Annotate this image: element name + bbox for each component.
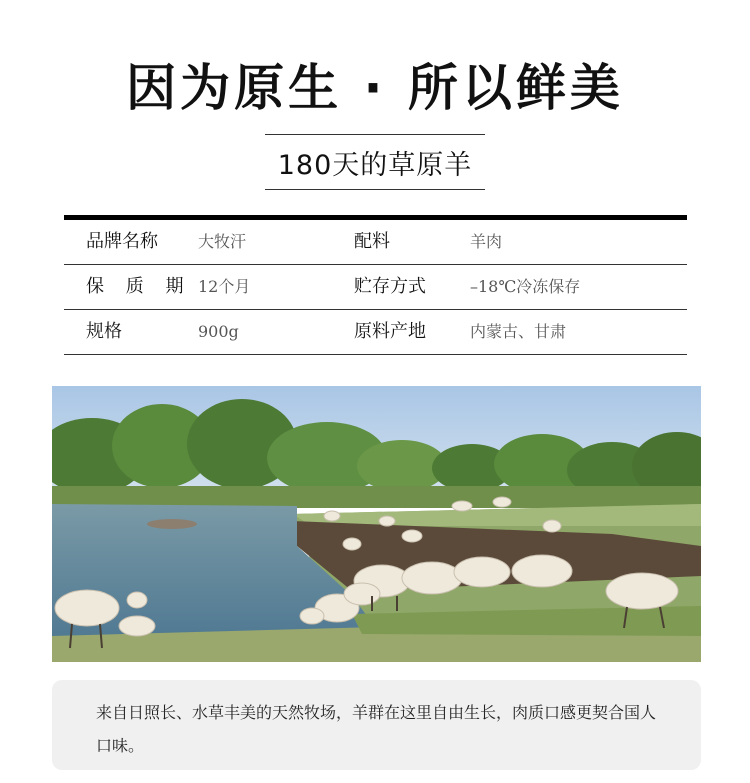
spec-label: 品牌名称 xyxy=(86,231,158,252)
spec-value: 内蒙古、甘肃 xyxy=(470,322,567,341)
spec-row xyxy=(64,265,687,310)
spec-row xyxy=(64,220,687,265)
spec-value: 12个月 xyxy=(198,277,251,296)
spec-value: 大牧汗 xyxy=(198,232,247,251)
spec-row xyxy=(64,310,687,355)
caption-box xyxy=(52,680,701,770)
spec-label: 贮存方式 xyxy=(354,276,426,297)
subtitle-frame xyxy=(265,134,485,190)
pasture-photo xyxy=(52,386,701,662)
caption-text: 来自日照长、水草丰美的天然牧场，羊群在这里自由生长，肉质口感更契合国人口味。 xyxy=(96,703,657,755)
spec-table xyxy=(64,215,687,355)
headline: 因为原生 · 所以鲜美 xyxy=(126,59,624,117)
spec-label: 原料产地 xyxy=(354,321,426,342)
spec-label: 保 质 期 xyxy=(86,276,192,297)
spec-label: 配料 xyxy=(354,231,390,252)
spec-value: 900g xyxy=(198,322,239,341)
spec-value: 羊肉 xyxy=(470,232,503,251)
subtitle: 180天的草原羊 xyxy=(277,149,473,181)
spec-label: 规格 xyxy=(86,321,122,342)
spec-value: –18℃冷冻保存 xyxy=(470,277,581,296)
